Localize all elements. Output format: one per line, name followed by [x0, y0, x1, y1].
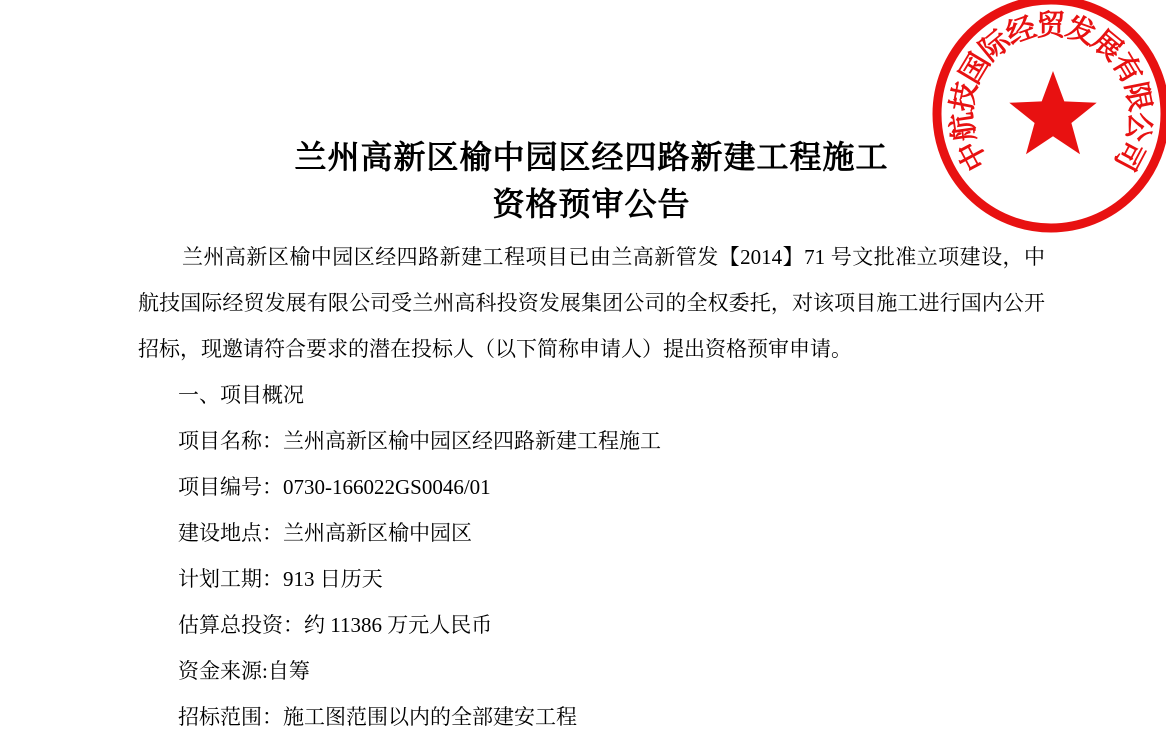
overview-item-investment: 估算总投资：约 11386 万元人民币 [178, 613, 493, 637]
overview-item-duration: 计划工期：913 日历天 [178, 567, 383, 591]
seal-character: 技 [946, 79, 984, 115]
seal-character: 司 [1107, 134, 1150, 176]
overview-item-location: 建设地点：兰州高新区榆中园区 [178, 521, 472, 545]
seal-character: 发 [1061, 11, 1100, 52]
section-heading: 一、项目概况 [178, 383, 304, 407]
star-icon [1009, 71, 1096, 154]
document-body [138, 234, 1045, 740]
overview-item-bid-scope: 招标范围：施工图范围以内的全部建安工程 [178, 705, 577, 729]
seal-character: 国 [954, 48, 997, 90]
seal-character: 际 [973, 24, 1017, 68]
overview-item-project-number: 项目编号：0730-166022GS0046/01 [178, 475, 491, 499]
seal-character: 公 [1120, 110, 1157, 144]
overview-item-funding-source: 资金来源:自筹 [178, 659, 310, 683]
seal-character: 有 [1105, 48, 1148, 90]
seal-character: 经 [1002, 11, 1041, 52]
company-seal [921, 0, 1166, 244]
seal-character: 贸 [1036, 10, 1066, 42]
seal-character: 限 [1118, 79, 1156, 115]
title-line-1: 兰州高新区榆中园区经四路新建工程施工 [294, 139, 889, 175]
intro-paragraph: 兰州高新区榆中园区经四路新建工程项目已由兰高新管发【2014】71 号文批准立项建设，中航技国际经贸发展有限公司受兰州高科投资发展集团公司的全权委托，对该项目施工进行国内公开招标，现邀请符合要求的潜在投标人（以下简称申请人）提出资格预审申请。 [138, 245, 1045, 361]
seal-character: 中 [952, 134, 995, 176]
overview-item-project-name: 项目名称：兰州高新区榆中园区经四路新建工程施工 [178, 429, 661, 453]
document-title [138, 134, 1045, 228]
seal-character: 展 [1085, 24, 1129, 68]
title-line-2: 资格预审公告 [492, 186, 691, 222]
seal-character: 航 [945, 110, 982, 144]
document-page [138, 0, 1045, 740]
